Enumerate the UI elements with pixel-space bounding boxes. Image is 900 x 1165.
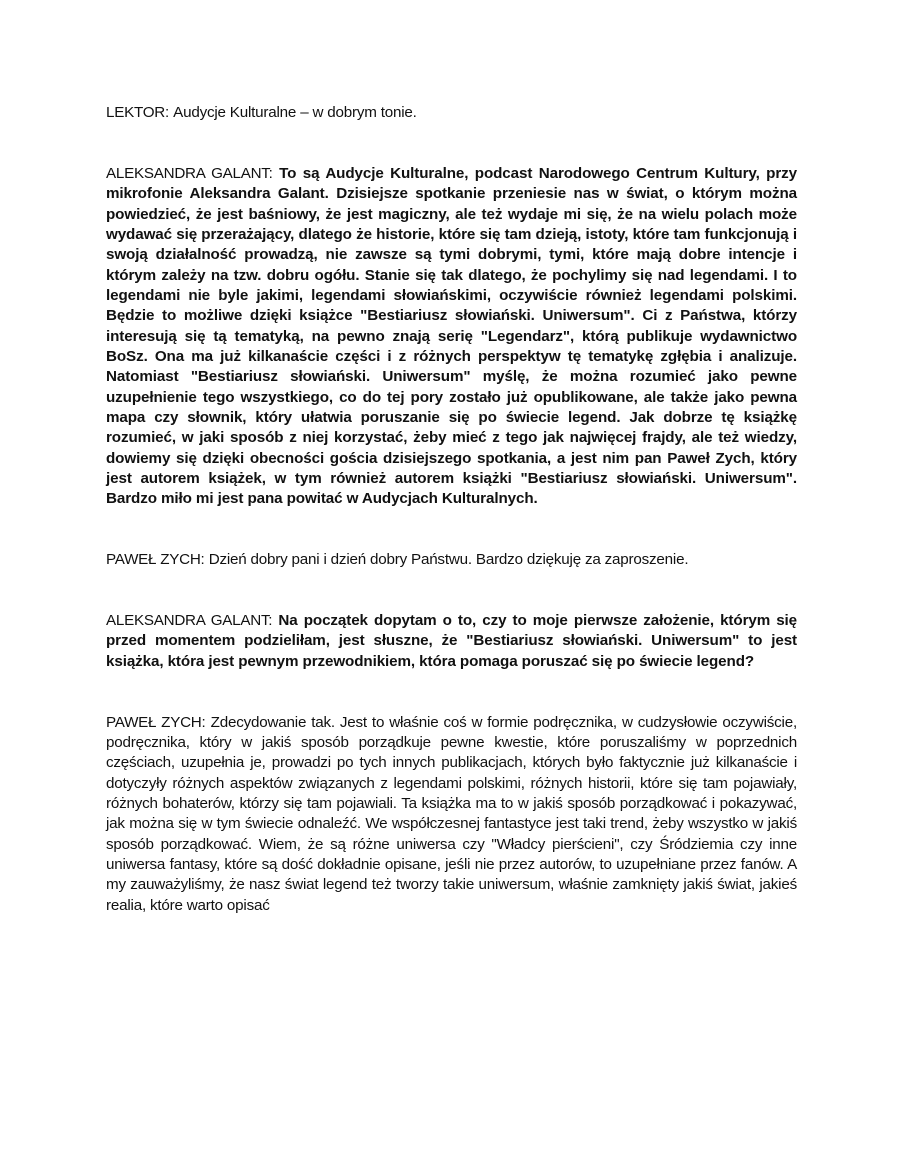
utterance-text: Na początek dopytam o to, czy to moje pierwsze założenie, którym się przed momentem podzieliłam, jest słuszne, że "Bestiariusz słowiański. Uniwersum" to jest książka, która jest pewnym przewodnikiem, która pomaga poruszać się po świecie legend? (106, 612, 798, 670)
transcript-entry-lektor (106, 103, 797, 123)
utterance-text: Audycje Kulturalne – w dobrym tonie. (173, 104, 417, 121)
speaker-label: ALEKSANDRA GALANT: (106, 612, 273, 630)
transcript-page (106, 103, 797, 916)
utterance-text: Dzień dobry pani i dzień dobry Państwu. Bardzo dziękuję za zaproszenie. (208, 551, 689, 569)
utterance-text: To są Audycje Kulturalne, podcast Narodowego Centrum Kultury, przy mikrofonie Aleksandra Galant. Dzisiejsze spotkanie przeniesie nas w świat, o którym można powiedzieć, że jest baśniowy, że jest magiczny, ale też wydaje mi się, że na wielu polach może wydawać się przerażający, dlatego że historie, które się tam dzieją, istoty, które tam funkcjonują i swoją działalność prowadzą, nie zawsze są tymi dobrymi, tymi, które mają dobre intencje i którym zależy na tzw. dobru ogółu. Stanie się tak dlatego, że pochylimy się nad legendami. I to legendami nie byle jakimi, legendami słowiańskimi, oczywiście również legendami polskimi. Będzie to możliwe dzięki książce "Bestiariusz słowiański. Uniwersum". Ci z Państwa, którzy interesują się tą tematyką, na pewno znają serię "Legendarz", którą publikuje wydawnictwo BoSz. Ona ma już kilkanaście części i z różnych perspektyw tę tematykę zgłębia i analizuje. Natomiast "Bestiariusz słowiański. Uniwersum" myślę, że można rozumieć jako pewne uzupełnienie tego wszystkiego, co do tej pory zostało już opublikowane, ale także jako pewna mapa czy słownik, który ułatwia poruszanie się po świecie legend. Jak dobrze tę książkę rozumieć, w jaki sposób z niej korzystać, żeby mieć z tego jak najwięcej frajdy, ale też wiedzy, dowiemy się dzięki obecności gościa dzisiejszego spotkania, a jest nim pan Paweł Zych, który jest autorem książek, w tym również autorem książki "Bestiariusz słowiański. Uniwersum". Bardzo miło mi jest pana powitać w Audycjach Kulturalnych. (106, 164, 798, 508)
transcript-entry-galant-intro (106, 164, 797, 510)
speaker-label: PAWEŁ ZYCH: (106, 713, 206, 731)
speaker-label: ALEKSANDRA GALANT: (106, 164, 273, 182)
speaker-label: LEKTOR: (106, 104, 169, 121)
utterance-text: Zdecydowanie tak. Jest to właśnie coś w formie podręcznika, w cudzysłowie oczywiście, podręcznika, który w jakiś sposób porządkuje pewne kwestie, które poruszaliśmy w poprzednich częściach, uzupełnia je, prowadzi po tych innych publikacjach, których było faktycznie już kilkanaście i dotyczyły różnych aspektów związanych z legendami polskimi, różnych historii, które się tam pojawiały, różnych bohaterów, którzy się tam pojawiali. Ta książka ma to w jakiś sposób porządkować i pokazywać, jak można się w tym świecie odnaleźć. We współczesnej fantastyce jest taki trend, żeby wszystko w jakiś sposób porządkować. Wiem, że są różne uniwersa czy "Władcy pierścieni", czy Śródziemia czy inne uniwersa fantasy, które są dość dokładnie opisane, jeśli nie przez autorów, to uzupełniane przez fanów. A my zauważyliśmy, że nasz świat legend też tworzy takie uniwersum, właśnie zamknięty jakiś świat, jakieś realia, które warto opisać (106, 713, 797, 914)
transcript-entry-galant-question (106, 611, 797, 672)
transcript-entry-zych-greeting (106, 550, 797, 570)
speaker-label: PAWEŁ ZYCH: (106, 551, 205, 569)
transcript-entry-zych-answer (106, 713, 797, 916)
